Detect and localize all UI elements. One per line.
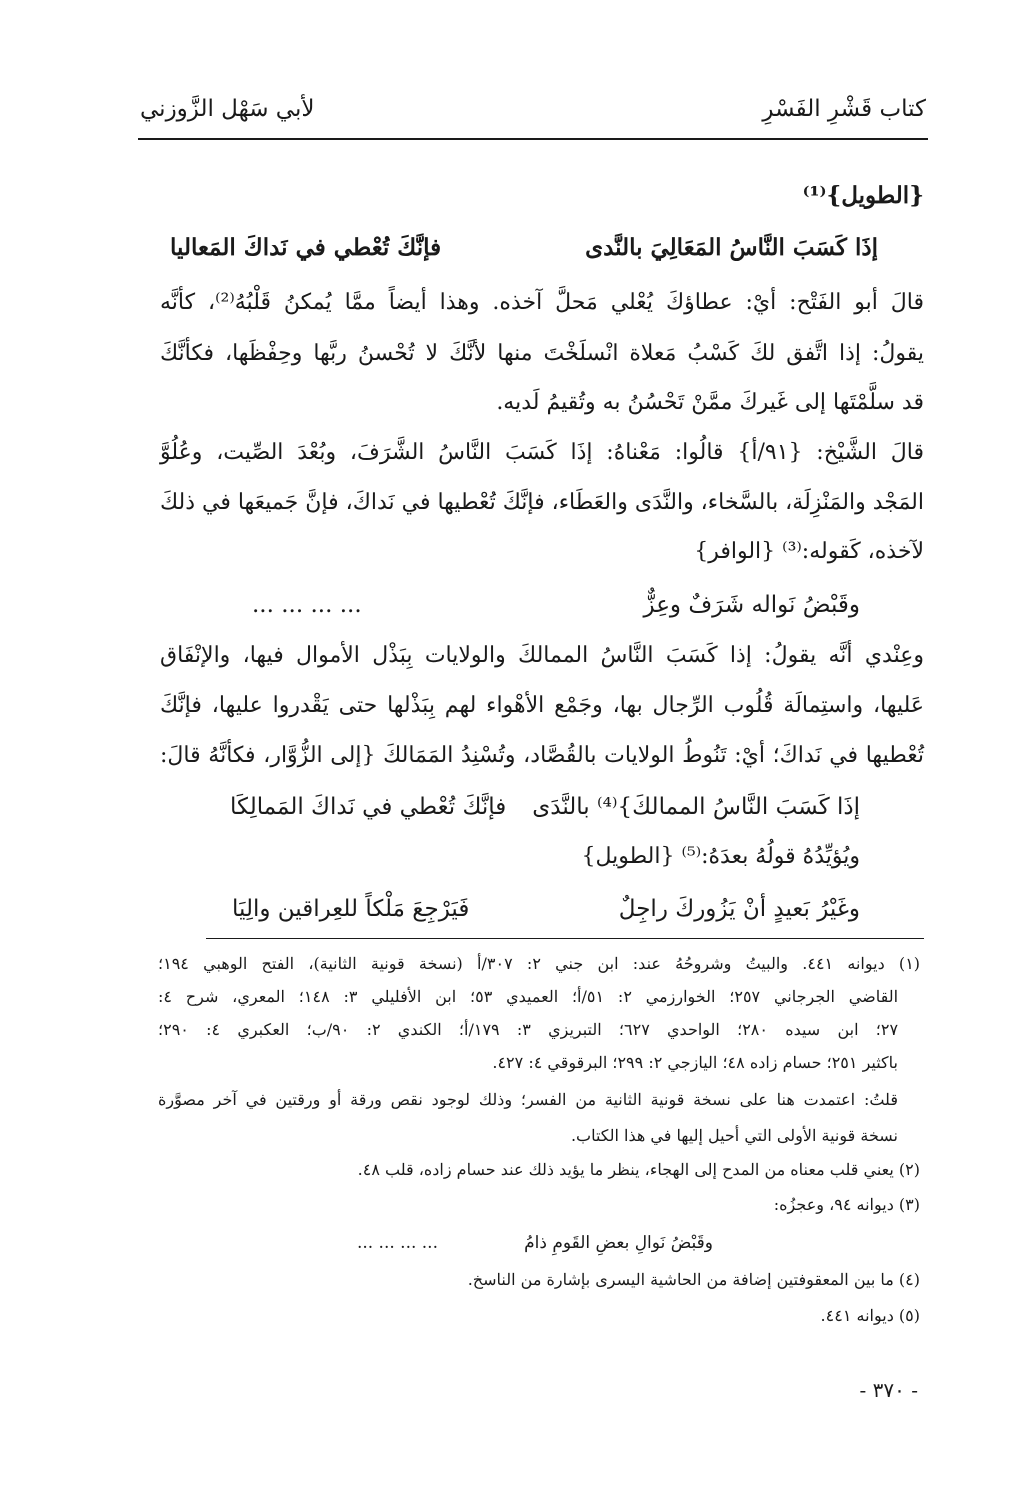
footnote-1-line-1: (١) ديوانه ٤٤١. والبيتُ وشروحُهُ عند: ابن جني ٢: ٣٠٧/أ (نسخة قونية الثانية)، الفتح الوهبي ١٩٤؛ bbox=[158, 954, 921, 973]
paragraph-1-line-3: قد سلَّمْتَها إلى غَيركَ ممَّنْ تَحْسُنُ به وتُقيمُ لَديه. bbox=[496, 390, 924, 415]
footnote-3-verse-first-hemistich: وقَبْضُ نَوالِ بعضِ القَومِ ذامُ bbox=[524, 1233, 713, 1253]
meter-label: {الطويل}⁽¹⁾ bbox=[802, 182, 924, 209]
footnote-1-line-2: القاضي الجرجاني ٢٥٧؛ الخوارزمي ٢: ٥١/أ؛ العميدي ٥٣؛ ابن الأفليلي ٣: ١٤٨؛ المعري، شرح ٤: bbox=[158, 987, 899, 1006]
footnote-3: (٣) ديوانه ٩٤، وعجزُه: bbox=[773, 1195, 920, 1214]
verse-3-first-hemistich: إذَا كَسَبَ النَّاسُ الممالكَ}⁽⁴⁾ بالنَّدَى bbox=[532, 794, 860, 820]
footnote-4: (٤) ما بين المعقوفتين إضافة من الحاشية اليسرى بإشارة من الناسخ. bbox=[467, 1270, 920, 1289]
verse-2-first-hemistich: وقَبْضُ نَواله شَرَفٌ وعِزٌّ bbox=[643, 592, 860, 618]
paragraph-3-line-1: وعِنْدي أنَّه يقولُ: إذا كَسَبَ النَّاسُ الممالكَ والولايات بِبَذْل الأموال فيها، والإنْفَاق bbox=[160, 643, 924, 668]
running-header-book-title: كتاب قَشْرِ الفَسْرِ bbox=[762, 96, 926, 122]
footnote-5: (٥) ديوانه ٤٤١. bbox=[820, 1306, 920, 1325]
footnote-1-line-4: باكثير ٢٥١؛ حسام زاده ٤٨؛ اليازجي ٢: ٢٩٩؛ البرقوقي ٤: ٤٢٧. bbox=[492, 1053, 898, 1072]
verse-4-second-hemistich: فَيَرْجِعَ مَلْكاً للعِراقين والِيَا bbox=[232, 896, 470, 922]
paragraph-2-line-3: لآخذه، كَقوله:⁽³⁾ {الوافر} bbox=[694, 539, 924, 564]
header-divider bbox=[138, 138, 928, 140]
paragraph-2-line-2: المَجْد والمَنْزِلَة، بالسَّخاء، والنَّدَى والعَطَاء، فإنَّكَ تُعْطيها في نَداكَ، فإنَّ جَميعَها في ذلكَ bbox=[159, 490, 924, 515]
paragraph-4-line-1: ويُؤيِّدُهُ قولُهُ بعدَهُ:⁽⁵⁾ {الطويل} bbox=[581, 844, 860, 869]
verse-2-second-hemistich: ... ... ... ... bbox=[252, 592, 362, 618]
verse-1-second-hemistich: فإنَّكَ تُعْطي في نَداكَ المَعاليا bbox=[170, 234, 442, 261]
paragraph-3-line-2: عَليها، واستِمالَة قُلُوب الرِّجال بها، وجَمْع الأهْواء لهم بِبَذْلها حتى يَقْدروا عليها، فإنَّكَ bbox=[160, 693, 924, 718]
paragraph-2-line-1: قالَ الشَّيْخ: {٩١/أ} قالُوا: مَعْناهُ: إذَا كَسَبَ النَّاسُ الشَّرَفَ، وبُعْدَ الصِّيت، وعُلُوَّ bbox=[160, 440, 924, 465]
verse-1-first-hemistich: إذَا كَسَبَ النَّاسُ المَعَالِيَ بالنَّدى bbox=[585, 234, 878, 261]
footnote-3-verse-second-hemistich: ... ... ... ... bbox=[356, 1233, 438, 1253]
paragraph-1-line-1: قالَ أبو الفَتْح: أيْ: عطاؤكَ يُعْلي مَحلَّ آخذه. وهذا أيضاً ممَّا يُمكنُ قَلْبُهُ⁽²⁾، كأنَّه bbox=[160, 290, 925, 315]
paragraph-1-line-2: يقولُ: إذا اتَّفق لكَ كَسْبُ مَعلاة انْسلَخْتَ منها لأنَّكَ لا تُحْسنُ ربَّها وحِفْظَها، فكأنَّكَ bbox=[160, 341, 924, 366]
verse-4-first-hemistich: وغَيْرُ بَعيدٍ أنْ يَزُوركَ راجِلٌ bbox=[618, 896, 860, 922]
paragraph-3-line-3: تُعْطيها في نَداكَ؛ أيْ: تَنُوطُ الولايات بالقُصَّاد، وتُسْنِدُ المَمَالكَ {إلى الزُّوَّار، فكأنَّهُ قالَ: bbox=[160, 743, 924, 768]
page-number: - ٣٧٠ - bbox=[859, 1378, 918, 1402]
footnote-1-line-3: ٢٧؛ ابن سيده ٢٨٠؛ الواحدي ٦٢٧؛ التبريزي ٣: ١٧٩/أ؛ الكندي ٢: ٩٠/ب؛ العكبري ٤: ٢٩٠؛ bbox=[158, 1020, 899, 1039]
footnote-2: (٢) يعني قلب معناه من المدح إلى الهجاء، ينظر ما يؤيد ذلك عند حسام زاده، قلب ٤٨. bbox=[357, 1160, 920, 1179]
footnote-divider bbox=[206, 938, 924, 939]
verse-3-second-hemistich: فإنَّكَ تُعْطي في نَداكَ المَمالِكَا bbox=[230, 794, 507, 820]
footnote-1-line-6: نسخة قونية الأولى التي أحيل إليها في هذا الكتاب. bbox=[570, 1126, 898, 1145]
footnote-1-line-5: قلتُ: اعتمدت هنا على نسخة قونية الثانية من الفسر؛ وذلك لوجود نقص ورقة أو ورقتين في آخر مصوَّرة bbox=[158, 1090, 898, 1109]
running-header-author: لأبي سَهْل الزَّوزني bbox=[140, 96, 315, 122]
